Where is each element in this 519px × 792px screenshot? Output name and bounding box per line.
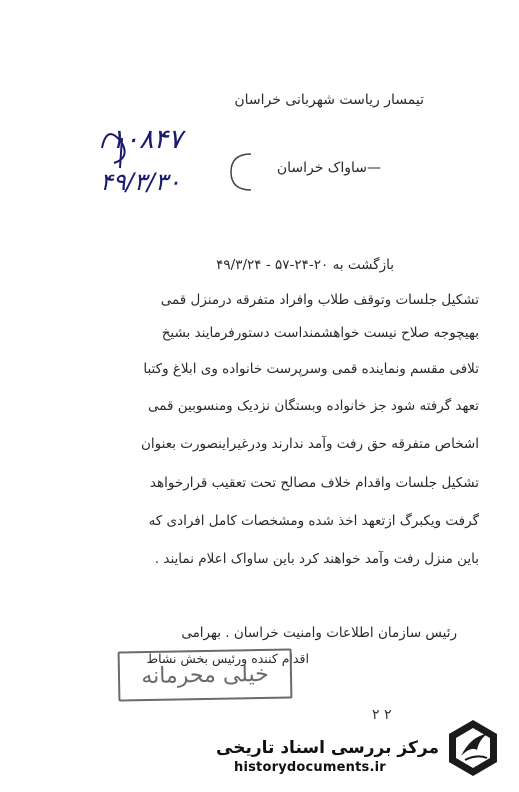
bracket-mark-icon xyxy=(226,152,256,192)
body-line-3: تلافی مقسم ونماینده قمی وسرپرست خانواده وی ابلاغ وکتبا xyxy=(143,361,479,377)
handwritten-date: ۴۹/۳/۳۰ xyxy=(100,168,181,196)
signature-line: رئیس سازمان اطلاعات وامنیت خراسان . بهرامی xyxy=(181,625,457,641)
archive-url: historydocuments.ir xyxy=(234,760,386,775)
reference-line: بازگشت به ۲۰-۲۴-۵۷ - ۴۹/۳/۲۴ xyxy=(216,257,394,273)
body-line-1: تشکیل جلسات وتوقف طلاب وافراد متفرقه درمنزل قمی xyxy=(160,292,479,308)
cc-line: اقدام کننده ورئیس بخش نشاط xyxy=(146,651,309,666)
header-addressee: تیمسار ریاست شهربانی خراسان xyxy=(234,92,424,108)
body-line-4: تعهد گرفته شود جز خانواده وبستگان نزدیک ومنسوبین قمی xyxy=(147,398,479,414)
confidential-stamp: خیلی محرمانه xyxy=(118,648,293,701)
body-line-2: بهیچوجه صلاح نیست خواهشمنداست دستورفرمایند بشیخ xyxy=(161,325,479,341)
body-line-7: گرفت ویکبرگ ازتعهد اخذ شده ومشخصات کامل افرادی که xyxy=(148,513,479,529)
body-line-5: اشخاص متفرقه حق رفت وآمد ندارند ودرغیراینصورت بعنوان xyxy=(140,436,479,452)
header-sender: —ساواک خراسان xyxy=(276,160,381,176)
archive-logo-icon xyxy=(447,718,499,778)
body-line-6: تشکیل جلسات واقدام خلاف مصالح تحت تعقیب قرارخواهد xyxy=(149,475,479,491)
archive-title: مرکز بررسی اسناد تاریخی xyxy=(216,738,439,758)
page-mark: ۲ ۲ xyxy=(372,707,392,723)
body-line-8: باین منزل رفت وآمد خواهند کرد باین ساواک اعلام نمایند . xyxy=(154,551,479,567)
handwritten-number: ۱۰۸۴۷ xyxy=(110,124,183,155)
